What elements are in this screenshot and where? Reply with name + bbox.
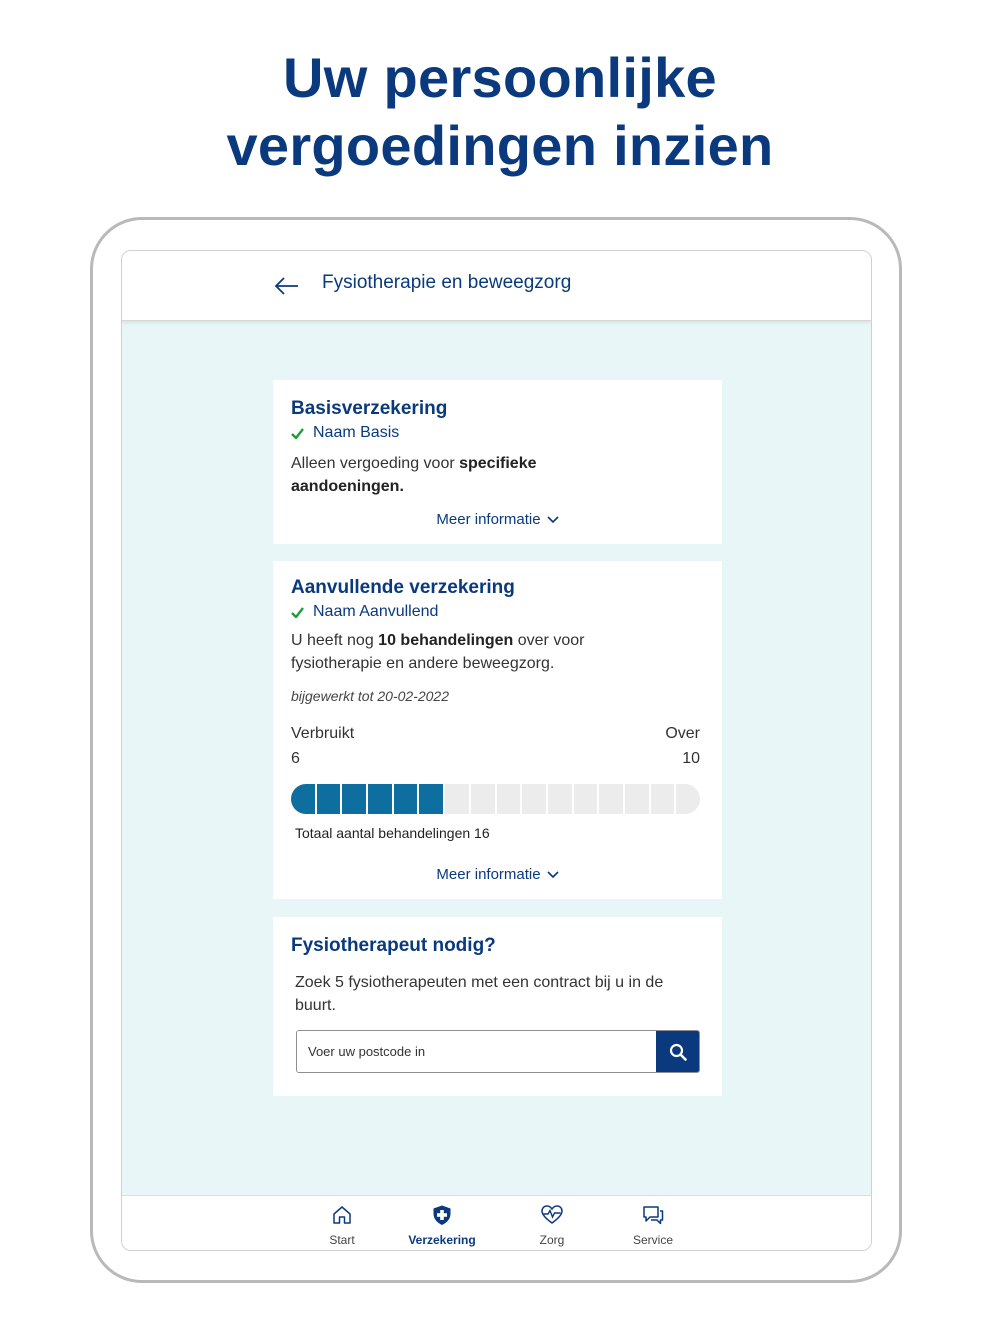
progress-segment-used [419, 784, 443, 814]
nav-verzekering[interactable] [402, 1204, 482, 1247]
card-title: Aanvullende verzekering [291, 577, 515, 598]
heart-pulse-icon [540, 1204, 564, 1226]
remaining-text [291, 629, 611, 675]
plan-row [291, 603, 438, 621]
progress-segment-remaining [471, 784, 495, 814]
postcode-search [296, 1030, 700, 1073]
progress-segment-used [368, 784, 392, 814]
remaining-text-start: U heeft nog [291, 632, 379, 649]
nav-label: Service [632, 1233, 673, 1247]
remaining-text-end: over voor fysiotherapie en andere beweegzorg. [291, 632, 585, 672]
supplementary-insurance-card [273, 561, 722, 899]
progress-segment-remaining [574, 784, 598, 814]
basis-insurance-card [273, 380, 722, 544]
nav-zorg[interactable] [512, 1204, 592, 1247]
coverage-text [291, 452, 591, 498]
progress-segment-remaining [497, 784, 521, 814]
progress-segment-used [317, 784, 341, 814]
progress-segment-used [291, 784, 315, 814]
chat-bubbles-icon [641, 1204, 665, 1226]
progress-segment-remaining [676, 784, 700, 814]
card-title: Fysiotherapeut nodig? [291, 935, 496, 956]
check-icon [291, 607, 304, 618]
check-icon [291, 428, 304, 439]
remaining-label: Over [665, 725, 700, 742]
remaining-value: 10 [682, 750, 700, 767]
progress-segment-remaining [625, 784, 649, 814]
plan-row [291, 424, 399, 442]
chevron-down-icon [547, 516, 559, 524]
shield-cross-icon [431, 1204, 453, 1226]
used-value: 6 [291, 750, 300, 767]
home-icon [331, 1204, 353, 1226]
progress-segment-used [394, 784, 418, 814]
more-info-label: Meer informatie [436, 511, 541, 528]
promo-headline [0, 44, 1000, 180]
nav-label: Start [329, 1233, 355, 1247]
nav-service[interactable] [613, 1204, 693, 1247]
nav-start[interactable] [302, 1204, 382, 1247]
coverage-text-regular: Alleen vergoeding voor [291, 455, 460, 472]
back-button[interactable] [272, 271, 302, 301]
progress-segment-remaining [445, 784, 469, 814]
more-info-label: Meer informatie [436, 866, 541, 883]
chevron-down-icon [547, 871, 559, 879]
used-label: Verbruikt [291, 725, 355, 742]
treatments-progress-bar [291, 784, 700, 814]
progress-segment-used [342, 784, 366, 814]
search-icon [669, 1043, 687, 1061]
arrow-left-icon [272, 271, 302, 301]
plan-name: Naam Basis [313, 424, 400, 441]
progress-segment-remaining [522, 784, 546, 814]
plan-name: Naam Aanvullend [313, 603, 439, 620]
top-bar [122, 251, 871, 321]
total-treatments: Totaal aantal behandelingen 16 [295, 825, 490, 841]
postcode-input[interactable] [297, 1031, 656, 1072]
search-button[interactable] [656, 1031, 699, 1072]
progress-segment-remaining [651, 784, 675, 814]
more-info-link[interactable] [273, 866, 722, 883]
search-description: Zoek 5 fysiotherapeuten met een contract bij u in de buurt. [295, 974, 664, 1014]
progress-segment-remaining [548, 784, 572, 814]
bottom-navigation [122, 1195, 871, 1250]
find-physio-card [273, 917, 722, 1096]
progress-segment-remaining [599, 784, 623, 814]
remaining-text-bold: 10 behandelingen [378, 632, 514, 649]
card-title: Basisverzekering [291, 398, 448, 419]
page-title: Fysiotherapie en beweegzorg [322, 272, 572, 293]
app-screen [121, 250, 872, 1251]
more-info-link[interactable] [273, 511, 722, 528]
nav-label: Verzekering [408, 1233, 476, 1247]
headline-line-2: vergoedingen inzien [226, 114, 774, 177]
updated-date: bijgewerkt tot 20-02-2022 [291, 688, 449, 704]
nav-label: Zorg [539, 1233, 565, 1247]
coverage-text-bold: specifieke aandoeningen. [291, 455, 537, 495]
headline-line-1: Uw persoonlijke [283, 46, 717, 109]
